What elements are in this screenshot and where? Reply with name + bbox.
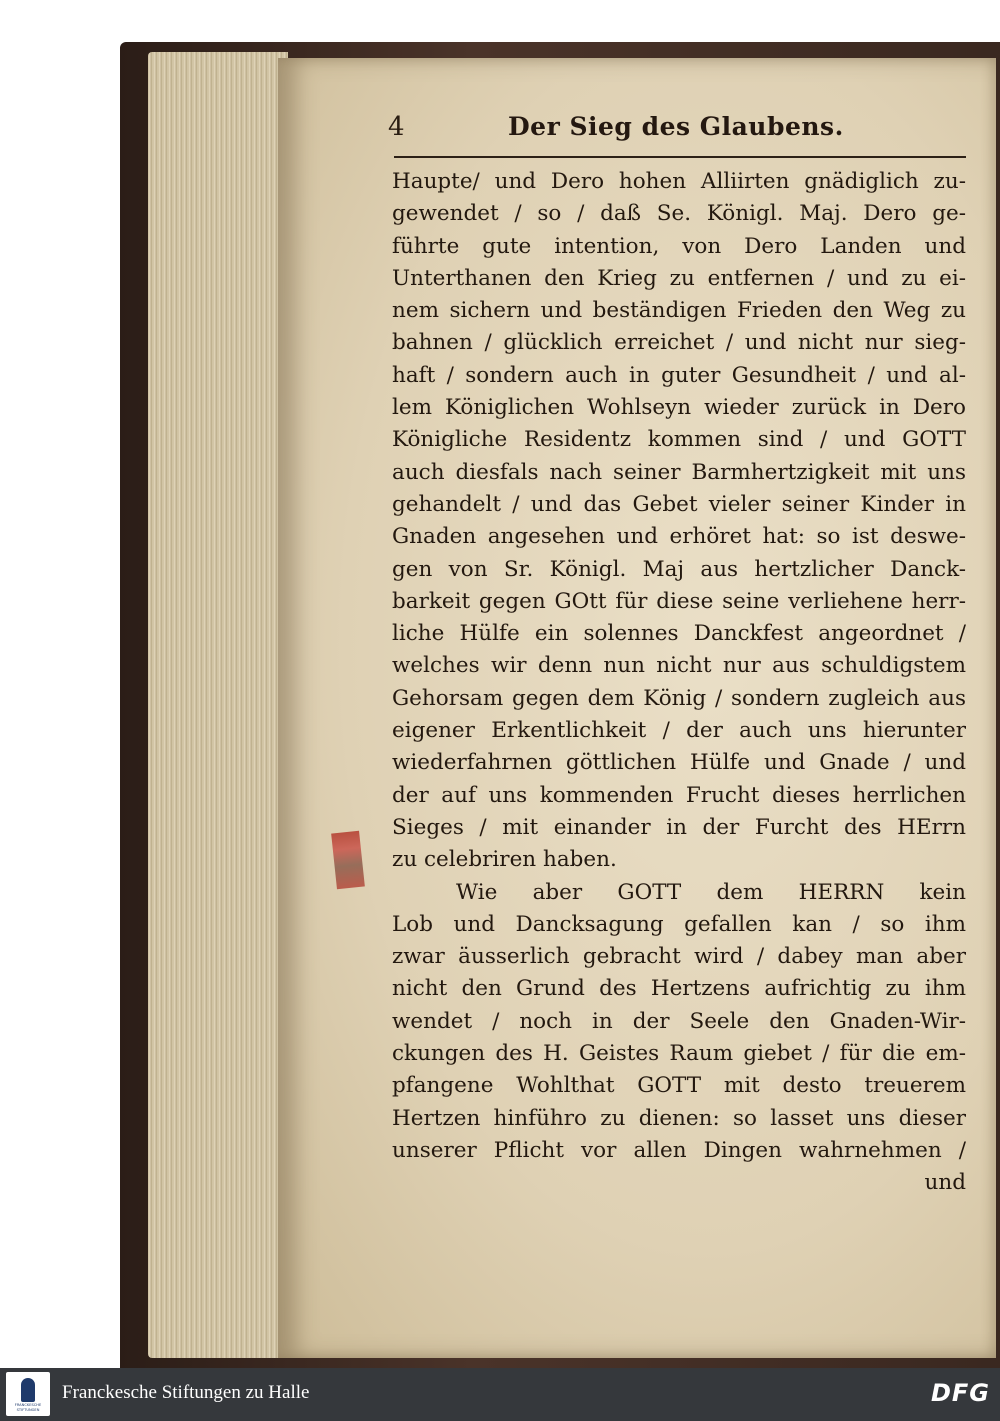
text-line: liche Hülfe ein solennes Danckfest angeordnet / [392, 621, 966, 647]
text-line: der auf uns kommenden Frucht dieses herrlichen [392, 782, 966, 808]
text-line: Gnaden angesehen und erhöret hat: so ist deswe- [392, 524, 966, 550]
text-line: gehandelt / und das Gebet vieler seiner Kinder in [392, 491, 966, 517]
text-line: wiederfahrnen göttlichen Hülfe und Gnade / und [392, 750, 966, 776]
text-line: auch diesfals nach seiner Barmhertzigkeit mit uns [392, 459, 966, 485]
dfg-logo[interactable]: DFG [930, 1379, 990, 1407]
text-line: unserer Pflicht vor allen Dingen wahrnehmen / [392, 1137, 966, 1163]
page-number: 4 [388, 112, 405, 142]
text-line: Königliche Residentz kommen sind / und GOTT [392, 427, 966, 453]
text-line: welches wir denn nun nicht nur aus schuldigstem [392, 653, 966, 679]
text-line: bahnen / glücklich erreichet / und nicht nur sieg- [392, 330, 966, 356]
header-rule [394, 156, 966, 158]
text-line: nem sichern und beständigen Frieden den Weg zu [392, 298, 966, 324]
text-line: führte gute intention, von Dero Landen und [392, 233, 966, 259]
text-line: lem Königlichen Wohlseyn wieder zurück in Dero [392, 395, 966, 421]
page-edges [148, 52, 288, 1358]
text-line: ckungen des H. Geistes Raum giebet / für die em- [392, 1041, 966, 1067]
text-line: pfangene Wohlthat GOTT mit desto treuerem [392, 1073, 966, 1099]
text-line: gen von Sr. Königl. Maj aus hertzlicher Danck- [392, 556, 966, 582]
text-line: Gehorsam gegen dem König / sondern zugleich aus [392, 685, 966, 711]
text-line: Haupte/ und Dero hohen Alliirten gnädiglich zu- [392, 169, 966, 194]
text-line: gewendet / so / daß Se. Königl. Maj. Dero ge- [392, 201, 966, 227]
text-line: wendet / noch in der Seele den Gnaden-Wir- [392, 1008, 966, 1034]
page-header [388, 112, 966, 152]
catchword: und [924, 1170, 966, 1196]
text-line: zwar äusserlich gebracht wird / dabey man aber [392, 944, 966, 970]
text-line: Sieges / mit einander in der Furcht des HErrn [392, 814, 966, 840]
text-line: eigener Erkentlichkeit / der auch uns hierunter [392, 718, 966, 744]
paragraph-start-line: Wie aber GOTT dem HERRN kein [456, 879, 966, 905]
text-line: Lob und Dancksagung gefallen kan / so ihm [392, 911, 966, 937]
text-line: zu celebriren haben. [392, 847, 617, 873]
text-line: haft / sondern auch in guter Gesundheit / und al- [392, 362, 966, 388]
logo-caption: FRANCKESCHE STIFTUNGEN [14, 1403, 42, 1412]
running-title: Der Sieg des Glaubens. [508, 112, 844, 141]
text-line: Hertzen hinführo zu dienen: so lasset uns dieser [392, 1105, 966, 1131]
statue-icon [21, 1378, 35, 1402]
body-text [392, 166, 966, 1200]
text-line: Unterthanen den Krieg zu entfernen / und zu ei- [392, 265, 966, 291]
institution-name: Franckesche Stiftungen zu Halle [62, 1382, 310, 1403]
text-line: barkeit gegen GOtt für diese seine verliehene herr- [392, 588, 966, 614]
red-tab-marker [331, 831, 365, 890]
text-line: nicht den Grund des Hertzens aufrichtig zu ihm [392, 976, 966, 1002]
footer-bar [0, 1368, 1000, 1421]
francke-logo[interactable] [6, 1372, 50, 1416]
